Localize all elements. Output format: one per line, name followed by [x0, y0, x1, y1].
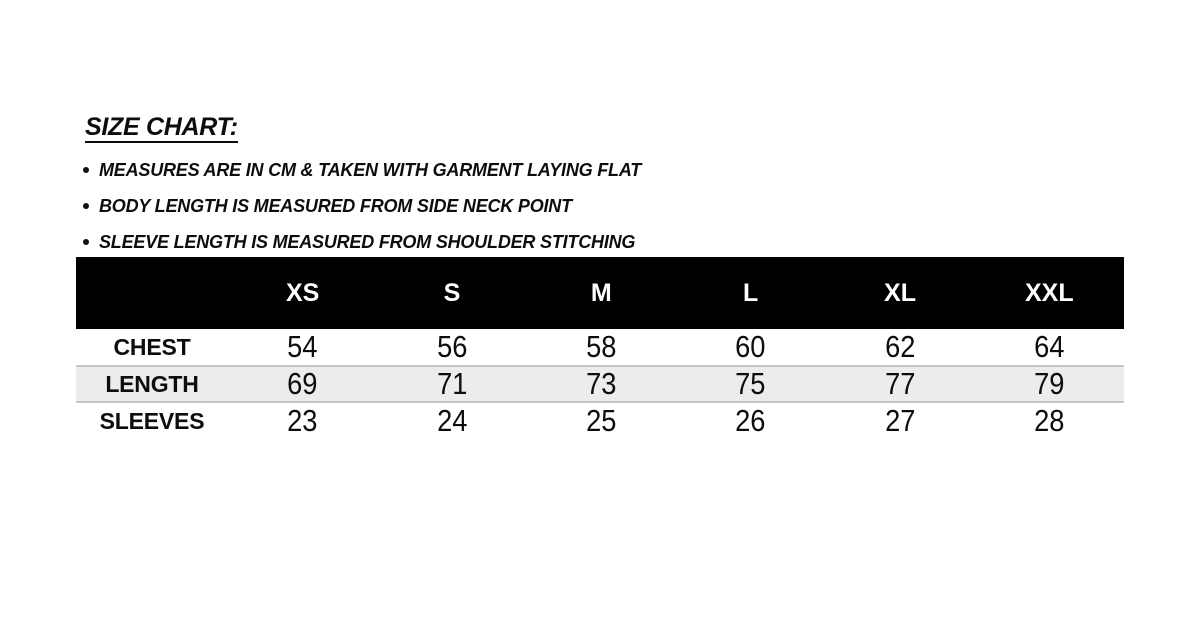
size-value: 58: [586, 329, 617, 364]
value-cell: [377, 367, 526, 407]
size-table-header-row: [76, 257, 1124, 329]
note-text: BODY LENGTH IS MEASURED FROM SIDE NECK POINT: [99, 195, 572, 216]
size-value: 79: [1034, 366, 1065, 401]
header-cell-xxl: XXL: [1025, 279, 1074, 307]
note-item: [83, 188, 641, 224]
value-cell: [228, 367, 377, 407]
row-label: CHEST: [113, 334, 191, 360]
value-cell: [825, 329, 974, 371]
table-row-length: [76, 365, 1124, 403]
value-cell: [676, 329, 825, 371]
row-label: SLEEVES: [99, 408, 205, 434]
size-value: 60: [735, 329, 766, 364]
note-text: MEASURES ARE IN CM & TAKEN WITH GARMENT LAYING FLAT: [99, 159, 642, 180]
size-value: 56: [436, 329, 468, 364]
bullet-icon: [83, 203, 89, 209]
bullet-icon: [83, 239, 89, 245]
note-text: SLEEVE LENGTH IS MEASURED FROM SHOULDER STITCHING: [99, 231, 636, 252]
size-value: 75: [735, 366, 766, 401]
value-cell: [527, 367, 676, 407]
value-cell: [825, 403, 974, 445]
header-cell-m: M: [590, 279, 612, 307]
value-cell: [527, 329, 676, 371]
value-cell: [676, 403, 825, 445]
size-table: [76, 257, 1124, 439]
size-value: 25: [586, 403, 617, 438]
header-cell-l: L: [743, 279, 759, 307]
note-item: [83, 224, 641, 260]
header-cell-s: S: [443, 279, 461, 307]
size-value: 71: [436, 366, 468, 401]
size-value: 28: [1034, 403, 1065, 438]
size-value: 69: [287, 366, 318, 401]
page-title: SIZE CHART:: [85, 113, 238, 141]
value-cell: [825, 367, 974, 407]
size-value: 73: [586, 366, 617, 401]
size-value: 23: [287, 403, 318, 438]
note-item: [83, 152, 641, 188]
header-spacer-cell: [76, 257, 228, 329]
value-cell: [377, 329, 526, 371]
size-value: 27: [884, 403, 916, 438]
size-value: 77: [884, 366, 916, 401]
bullet-icon: [83, 167, 89, 173]
value-cell: [228, 403, 377, 445]
value-cell: [975, 403, 1124, 445]
size-value: 24: [436, 403, 468, 438]
value-cell: [975, 329, 1124, 371]
size-value: 64: [1034, 329, 1065, 364]
value-cell: [527, 403, 676, 445]
header-cell-xs: XS: [285, 279, 320, 307]
size-value: 62: [884, 329, 916, 364]
value-cell: [228, 329, 377, 371]
header-cell-xl: XL: [884, 279, 916, 307]
row-label: LENGTH: [105, 371, 199, 397]
value-cell: [377, 403, 526, 445]
table-row-sleeves: [76, 403, 1124, 439]
table-row-chest: [76, 329, 1124, 365]
notes-list: [83, 152, 641, 260]
value-cell: [676, 367, 825, 407]
size-value: 26: [735, 403, 766, 438]
value-cell: [975, 367, 1124, 407]
size-value: 54: [287, 329, 318, 364]
